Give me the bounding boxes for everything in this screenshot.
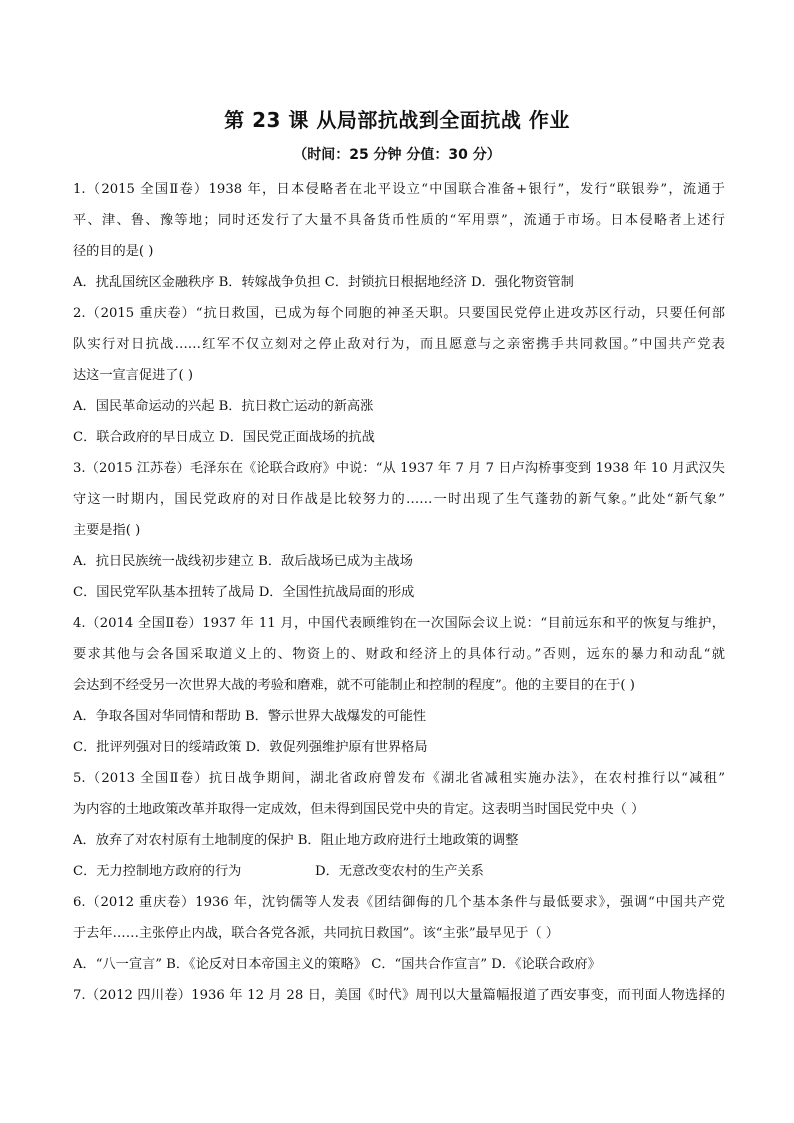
question-text-line: 5.（2013 全国Ⅱ卷）抗日战争期间，湖北省政府曾发布《湖北省减租实施办法》，在农村推行以“减租” bbox=[73, 771, 725, 786]
question-text-line: 队实行对日抗战……红军不仅立刻对之停止敌对行为，而且愿意与之亲密携手共同救国。”中国共产党表 bbox=[73, 337, 725, 352]
question-text-line: 4.（2014 全国Ⅱ卷）1937 年 11 月，中国代表顾维钧在一次国际会议上说：“目前远东和平的恢复与维护， bbox=[73, 616, 725, 631]
question-text-line: 平、津、鲁、豫等地；同时还发行了大量不具备货币性质的“军用票”，流通于市场。日本侵略者上述行 bbox=[73, 213, 725, 228]
options-text: A．争取各国对华同情和帮助 B．警示世界大战爆发的可能性 bbox=[73, 709, 427, 724]
option-d: D．无意改变农村的生产关系 bbox=[315, 864, 484, 879]
question-text-line: 2.（2015 重庆卷）“抗日救国，已成为每个同胞的神圣天职。只要国民党停止进攻苏区行动，只要任何部 bbox=[73, 306, 725, 321]
question-7 bbox=[73, 980, 725, 1011]
answer-options bbox=[73, 391, 725, 422]
question-4 bbox=[73, 608, 725, 763]
question-text-line: 主要是指( ) bbox=[73, 523, 141, 538]
question-5 bbox=[73, 763, 725, 887]
answer-options bbox=[73, 577, 725, 608]
question-3 bbox=[73, 453, 725, 608]
option-c: C．无力控制地方政府的行为 bbox=[73, 864, 242, 879]
question-text-line: 6.（2012 重庆卷）1936 年，沈钧儒等人发表《团结御侮的几个基本条件与最低要求》，强调“中国共产党 bbox=[73, 895, 725, 910]
question-text-line: 径的目的是( ) bbox=[73, 244, 154, 259]
question-text-line: 为内容的土地政策改革并取得一定成效，但未得到国民党中央的肯定。这表明当时国民党中央（ ） bbox=[73, 802, 645, 817]
question-text-line: 1.（2015 全国Ⅱ卷）1938 年，日本侵略者在北平设立“中国联合准备+银行”，发行“联银券”，流通于 bbox=[73, 182, 725, 197]
answer-options bbox=[73, 949, 725, 980]
question-text-line: 守这一时期内，国民党政府的对日作战是比较努力的……一时出现了生气蓬勃的新气象。”此处“新气象” bbox=[73, 492, 725, 507]
question-list bbox=[73, 174, 725, 1011]
answer-options bbox=[73, 546, 725, 577]
question-1 bbox=[73, 174, 725, 298]
options-text: A．放弃了对农村原有土地制度的保护 B．阻止地方政府进行土地政策的调整 bbox=[73, 833, 519, 848]
answer-options bbox=[73, 732, 725, 763]
answer-options bbox=[73, 825, 725, 856]
answer-options bbox=[73, 267, 725, 298]
question-text-line: 7.（2012 四川卷）1936 年 12 月 28 日，美国《时代》周刊以大量篇幅报道了西安事变，而刊面人物选择的 bbox=[73, 988, 725, 1003]
options-text: A．“八一宣言” B．《论反对日本帝国主义的策略》 C．“国共合作宣言” D．《论联合政府》 bbox=[73, 957, 601, 972]
question-text-line: 达这一宣言促进了( ) bbox=[73, 368, 193, 383]
question-text-line: 于去年……主张停止内战，联合各党各派，共同抗日救国”。该“主张”最早见于（ ） bbox=[73, 926, 559, 941]
question-6 bbox=[73, 887, 725, 980]
options-text: C．联合政府的早日成立 D．国民党正面战场的抗战 bbox=[73, 430, 375, 445]
question-text-line: 会达到不经受另一次世界大战的考验和磨难，就不可能制止和控制的程度”。他的主要目的在于( ) bbox=[73, 678, 635, 693]
options-text: A．扰乱国统区金融秩序 B．转嫁战争负担 C．封锁抗日根据地经济 D．强化物资管制 bbox=[73, 275, 574, 290]
options-text: C．批评列强对日的绥靖政策 D．敦促列强维护原有世界格局 bbox=[73, 740, 428, 755]
page-subtitle: （时间：25 分钟 分值：30 分） bbox=[293, 147, 501, 163]
question-2 bbox=[73, 298, 725, 453]
question-text-line: 3.（2015 江苏卷）毛泽东在《论联合政府》中说：“从 1937 年 7 月 7 日卢沟桥事变到 1938 年 10 月武汉失 bbox=[73, 461, 725, 476]
page-title: 第 23 课 从局部抗战到全面抗战 作业 bbox=[224, 108, 570, 132]
options-text: C．国民党军队基本扭转了战局 D．全国性抗战局面的形成 bbox=[73, 585, 415, 600]
answer-options bbox=[73, 856, 725, 887]
options-text: A．抗日民族统一战线初步建立 B．敌后战场已成为主战场 bbox=[73, 554, 413, 569]
options-text: A．国民革命运动的兴起 B．抗日救亡运动的新高涨 bbox=[73, 399, 374, 414]
answer-options bbox=[73, 701, 725, 732]
answer-options bbox=[73, 422, 725, 453]
question-text-line: 要求其他与会各国采取道义上的、物资上的、财政和经济上的具体行动。”否则，远东的暴力和动乱“就 bbox=[73, 647, 725, 662]
